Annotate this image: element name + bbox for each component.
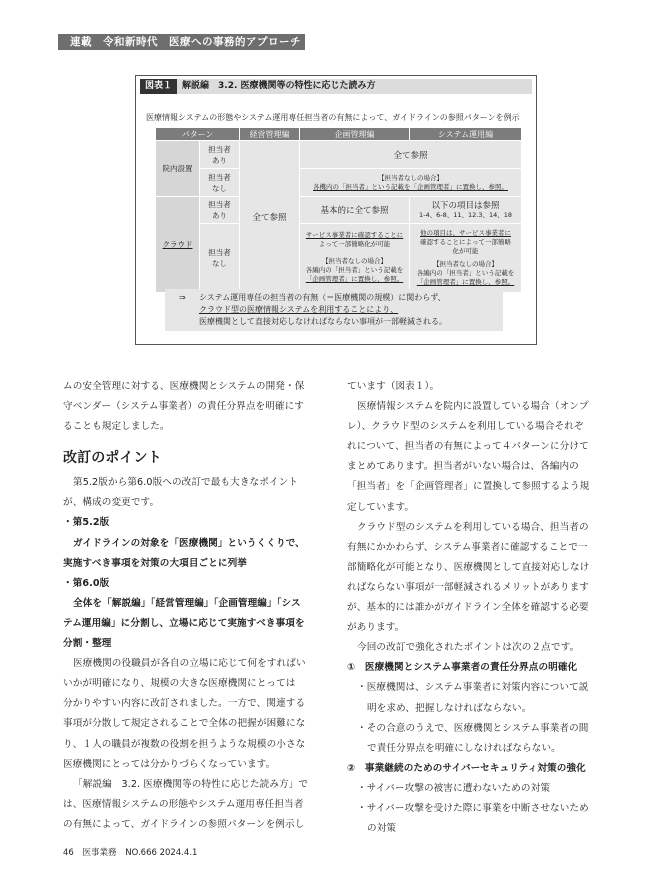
body-line: 今回の改訂で強化されたポイントは次の２点です。	[357, 642, 580, 654]
point-item: ・サイバー攻撃を受けた際に事業を中断させないため	[357, 802, 589, 814]
body-line: があります。	[347, 622, 405, 634]
table-row	[156, 197, 522, 223]
note-text: サービス事業者に確認することに	[305, 231, 404, 240]
staff-label: 担当者	[208, 247, 231, 257]
body-line: り、１人の職員が複数の役割を担うような規模の小さな	[63, 738, 306, 750]
body-line: が、基本的には誰かがガイドライン全体を確認する必要	[347, 602, 589, 614]
body-line: ています（図表１）。	[347, 381, 440, 392]
note-text: 各編内の「担当者」という記載を	[305, 266, 404, 275]
point-heading: ① 医療機関とシステム事業者の責任分界点の明確化	[347, 662, 578, 674]
staff-no-cell	[200, 223, 240, 293]
page-footer	[63, 846, 203, 858]
version-label: ・第6.0版	[63, 577, 110, 589]
point-heading: ② 事業継続のためのサイバーセキュリティ対策の強化	[347, 762, 586, 774]
figure-1	[135, 75, 537, 345]
body-line: 事項が分散して規定されることで全体の把握が困難にな	[63, 718, 306, 730]
body-line: の有無によって、ガイドラインの参照パターンを例示し	[63, 818, 305, 830]
staff-value: なし	[212, 183, 227, 193]
note-text: 「企画管理者」に置換し、参照。	[305, 275, 404, 284]
cloud-ops-title: 以下の項目は参照	[431, 201, 500, 212]
right-column	[347, 377, 611, 839]
point-item: ・その合意のうえで、医療機関とシステム事業者の間	[357, 722, 589, 734]
table-header-row	[156, 128, 522, 141]
pattern-table	[155, 127, 522, 293]
table-row	[156, 169, 522, 197]
body-line: が、構成の変更です。	[63, 497, 160, 509]
cloud-plan-title: 基本的に全て参照	[300, 197, 410, 223]
conclusion-line: クラウド型の医療情報システムを利用することにより、	[199, 305, 399, 314]
row-cloud-label: クラウド	[156, 197, 200, 293]
cloud-ops-items: 1-4、6-8、11、12.3、14、18	[418, 211, 513, 220]
staff-label: 担当者	[208, 144, 231, 154]
figure-title: 解説編 3.2. 医療機関等の特性に応じた読み方	[182, 81, 376, 91]
page-number: 46	[63, 848, 74, 858]
section-heading: 改訂のポイント	[63, 450, 162, 467]
series-header: 連載 令和新時代 医療への事務的アプローチ	[58, 34, 305, 50]
staff-value: あり	[212, 210, 227, 220]
inhouse-plan-ops-all-ref: 全て参照	[300, 141, 522, 169]
note-text: 「企画管理者」に置換し、参照。	[416, 277, 515, 286]
conclusion-line: 医療機関として直接対応しなければならない事項が一部軽減される。	[199, 317, 447, 326]
body-line: 第5.2版から第6.0版への改訂で最も大きなポイント	[73, 477, 298, 489]
body-line: 有無にかかわらず、システム事業者に確認することで一	[347, 541, 588, 553]
body-line: 守ベンダー（システム事業者）の責任分界点を明確にす	[63, 401, 304, 413]
note-text: 確認することによって一部簡略	[420, 237, 511, 246]
left-column	[63, 377, 325, 835]
point-item: 明を求め、把握しなければならない。	[367, 702, 532, 714]
note-text: 化が可能	[452, 246, 479, 255]
staff-label: 担当者	[208, 172, 231, 182]
note-heading: 【担当者なしの場合】	[322, 257, 387, 266]
note-text: 他の項目は、サービス事業者に	[420, 228, 511, 237]
table-row	[156, 141, 522, 169]
staff-value: なし	[212, 258, 227, 268]
figure-intro: 医療情報システムの形態やシステム運用専任担当者の有無によって、ガイドラインの参照パターンを例示	[146, 113, 520, 122]
figure-caption	[140, 79, 532, 94]
figure-label: 図表１	[140, 79, 177, 94]
body-line: クラウド型のシステムを利用している場合、担当者の	[357, 521, 589, 533]
version-desc: テム運用編」に分割し、立場に応じて実施すべき事項を	[63, 617, 305, 629]
note-text: 各機内の「担当者」という記載を「企画管理者」に置換し、参照。	[313, 182, 508, 191]
cloud-ops-title-cell	[410, 197, 522, 223]
management-all-ref: 全て参照	[240, 141, 300, 293]
body-line: 医療情報システムを院内に設置している場合（オンプ	[357, 401, 589, 413]
body-line: いかが明確になり、規模の大きな医療機関にとっては	[63, 678, 296, 690]
version-desc: 実施すべき事項を対策の大項目ごとに列挙	[63, 557, 247, 569]
figure-conclusion	[165, 289, 503, 331]
body-line: ればならない事項が一部軽減されるメリットがあります	[347, 581, 589, 593]
body-line: 部簡略化が可能となり、医療機関として直接対応しなけ	[347, 561, 590, 573]
note-heading: 【担当者なしの場合】	[433, 259, 498, 268]
version-label: ・第5.2版	[63, 517, 110, 529]
staff-label: 担当者	[208, 199, 231, 209]
staff-value: あり	[212, 155, 227, 165]
point-item: の対策	[367, 823, 397, 835]
staff-no-cell	[200, 169, 240, 197]
body-line: ることも規定しました。	[63, 421, 170, 433]
body-line: まとめてあります。担当者がいない場合は、各編内の	[347, 461, 579, 473]
body-line: 「担当者」を「企画管理者」に置換して参照するよう規	[347, 481, 590, 493]
point-item: ・医療機関は、システム事業者に対策内容について説	[357, 682, 589, 694]
body-line: ムの安全管理に対する、医療機関とシステムの開発・保	[63, 381, 305, 392]
header-operations: システム運用編	[410, 128, 522, 141]
cloud-plan-notes	[300, 223, 410, 293]
magazine-name: 医事業務	[82, 848, 117, 858]
body-line: 医療機関にとっては分かりづらくなっています。	[63, 758, 276, 770]
note-heading: 【担当者なしの場合】	[378, 173, 443, 182]
row-inhouse-label: 院内設置	[156, 141, 200, 197]
body-line: 「解説編 3.2. 医療機関等の特性に応じた読み方」で	[73, 778, 309, 790]
header-pattern: パターン	[156, 128, 240, 141]
version-desc: ガイドラインの対象を「医療機関」というくくりで、	[73, 537, 305, 549]
version-desc: 全体を「解説編」「経営管理編」「企画管理編」「シス	[73, 597, 301, 609]
point-item: ・サイバー攻撃の被害に遭わないための対策	[357, 782, 551, 794]
header-planning: 企画管理編	[300, 128, 410, 141]
version-desc: 分割・整理	[63, 638, 112, 650]
note-text: よって一部簡略化が可能	[318, 240, 391, 249]
body-line: 医療機関の役職員が各自の立場に応じて何をすればい	[73, 658, 306, 670]
body-line: は、医療情報システムの形態やシステム運用専任担当者	[63, 798, 304, 810]
cloud-ops-notes	[410, 223, 522, 293]
issue-info: NO.666 2024.4.1	[125, 848, 198, 858]
staff-yes-cell	[200, 197, 240, 223]
body-line: れについて、担当者の有無によって４パターンに分けて	[347, 441, 589, 453]
body-line: 分かりやすい内容に改訂されました。一方で、関連する	[63, 698, 306, 710]
point-item: で責任分界点を明確にしなければならない。	[367, 742, 561, 754]
arrow-icon: ⇒	[179, 293, 186, 302]
header-management: 経営管理編	[240, 128, 300, 141]
note-text: 各編内の「担当者」という記載を	[416, 268, 515, 277]
table-row	[156, 223, 522, 293]
inhouse-nostaff-note	[300, 169, 522, 197]
body-line: レ）、クラウド型のシステムを利用している場合それぞ	[347, 421, 584, 433]
staff-yes-cell	[200, 141, 240, 169]
body-line: 定しています。	[347, 501, 415, 513]
conclusion-line: システム運用専任の担当者の有無（＝医療機関の規模）に関わらず、	[199, 293, 446, 302]
